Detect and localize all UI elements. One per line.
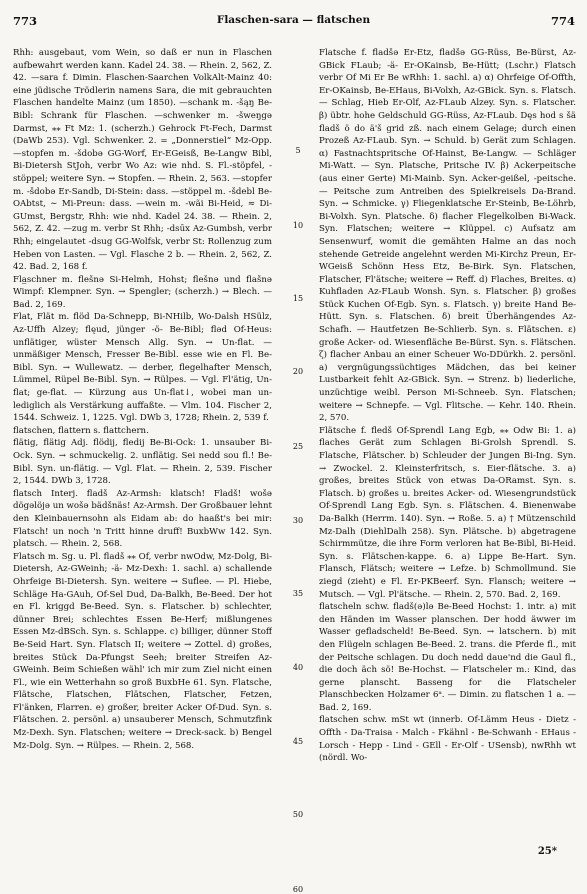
entry-paragraph: Fla̲̲schner m. flešnə Si-Helmh, Hohst; flešnə und flašnə Wimpf: Klempner. Syn. → Spengler; (scherzh.) → Blech. — Bad. 2, 169. — [13, 274, 272, 310]
entry-paragraph: flatscheln schw. fladš(ə)lə Be-Beed Hochst: 1. intr. a) mit den Händen im Wasser planschen. Der hodd äwwer im Wasser gefladscheld! Be-Beed. Syn. → latschern. b) mit den Flügeln schlagen Be-Beed. 2. trans. die Pferde fl., mit der Peitsche schlagen. Du doch nedd daue'nd die Gaul fl., die doch äch sö! Be-Hochst. — Flatscheler m.: Kind, das gerne planscht. Basseng for die Flatscheler Planschbecken Holzamer 6ᵃ. — Dimin. zu flatschen 1 a. — Bad. 2, 169. — [319, 602, 576, 713]
line-number: 35 — [292, 589, 304, 598]
entry-paragraph: flatschen schw. mSt wt (innerb. Of-Lämm Heus - Dietz - Offth - Da-Traisa - Malch - Fkähnl - Be-Schwanh - EHaus - Lorsch - Hepp - Lind - GEll - Er-Olf - USensb), nwRhh wt (nördl. Wo- — [319, 715, 576, 764]
line-number: 60 — [292, 885, 304, 894]
line-number: 25 — [292, 442, 304, 451]
line-number: 45 — [292, 737, 304, 746]
left-column — [13, 47, 272, 847]
entry-paragraph: flätig, flätig Adj. flödij, fledij Be-Bi-Ock: 1. unsauber Bi-Ock. Syn. → schmuckelig. 2. unflätig. Sei nedd sou fl.! Be-Bibl. Syn. un-flätig. — Vgl. Flat. — Rhein. 2, 539. Fischer 2, 1544. DWb 3, 1728. — [13, 438, 272, 487]
running-head: Flaschen-sara — flatschen — [216, 14, 371, 26]
entry-paragraph: Rhh: ausgebaut, vom Wein, so daß er nun in Flaschen aufbewahrt werden kann. Kadel 24. 38. — Rhein. 2, 562, Z. 42. —sara f. Dimin. Flaschen-Saarchen VolkAlt-Mainz 40: eine jüdische Trödlerin namens Sara, die mit gebrauchten Flaschen handelte Mainz (um 1850). —schank m. -šąŋ Be-Bibl: Schrank für Flaschen. —schwenker m. -šweŋgə Darmst, ⁎⁎ Ft Mz: 1. (scherzh.) Gehrock Ft-Fech, Darmst (DaWb 253). Vgl. Schwenker. 2. = „Donnerstiel“ Mz-Opp. —stopfen m. -šdobə GG-Worf, Er-EGeisß, Be-Langw Bibl, Bi-Dietersh StJoh, verbr Wo Az: wie nhd. S. Fl.-stöpfel, -stöppel; weitere Syn. → Stopfen. — Rhein. 2, 563. —stopfer m. -šdobə Er-Sandb, Di-Stein: dass. —stöppel m. -šdebl Be-OAbtst, ∼ Mi-Preun: dass. —wein m. -wãi Bi-Heid, ≈ Di-GUmst, Bergstr, Rhh: wie nhd. Kadel 24. 38. — Rhein. 2, 562, Z. 42. —zug m. verbr St Rhh; -dsūx Az-Gumbsh, verbr Rhh; eingelautet -dsug GG-Wolfsk, verbr St: Rollenzug zum Heben von Lasten. — Vgl. Flasche 2 b. — Rhein. 2, 562, Z. 42. Bad. 2, 168 f. — [13, 48, 272, 273]
line-number: 50 — [292, 810, 304, 819]
right-column — [319, 47, 576, 847]
page-header — [0, 10, 587, 34]
page-number-left: 773 — [13, 14, 38, 28]
line-number: 15 — [292, 294, 304, 303]
entry-paragraph: Flatsch m. Sg. u. Pl. fladš ⁎⁎ Of, verbr nwOdw, Mz-Dolg, Bi-Dietersh, Az-GWeinh; -ä- Mz-Dexh: 1. sachl. a) schallende Ohrfeige Bi-Dietersh. Syn. weitere → Suflee. — Pl. Hiebe, Schläge Ha-GAuh, Of-Sel Dud, Da-Balkh, Be-Beed. Der hot en Fl. kriggd Be-Beed. Syn. s. Flatscher. b) schlechter, dünner Brei; schlechtes Essen Be-Herf; mißlungenes Essen Mz-dBSch. Syn. s. Schlappe. c) billiger, dünner Stoff Be-Seid Hart. Syn. Flatsch II; weitere → Zottel. d) großes, breites Stück Da-Pfungst Seeh; breiter Streifen Az-GWeinh. Beim Schießen wähl' ich mir zum Ziel nicht einen Fl., wie ein Wetterhahn so groß BuxbHe 61. Syn. Flatsche, Flätsche, Flatschen, Flätschen, Flatscher, Fetzen, Fl'änken, Flarren. e) großer, breiter Acker Of-Dud. Syn. s. Flätschen. 2. persönl. a) unsauberer Mensch, Schmutzfink Mz-Dexh. Syn. Flatschen; weitere → Dreck-sack. b) Bengel Mz-Dolg. Syn. → Rülpes. — Rhein. 2, 568. — [13, 551, 272, 751]
line-number: 20 — [292, 367, 304, 376]
entry-paragraph: Flätsche f. fledš Of-Sprendl Lang Egb, ⁎⁎ Odw Bi: 1. a) flaches Gerät zum Schlagen Bi-Grolsh Sprendl. S. Flatsche, Flätscher. b) Schleuder der Jungen Bi-Ing. Syn. → Zwockel. 2. Kleinsterfritsch, s. Eier-flätsche. 3. a) großes, breites Stück von etwas Da-ORamst. Syn. s. Flatsch. b) großes u. breites Acker- od. Wiesengrundstück Of-Sprendl Lang Egb. Syn. s. Flätschen. 4. Bienenwabe Da-Balkh (Herrm. 140). Syn. → Roße. 5. a) † Mützenschild Mz-Dalh (DiehlDalh 258). Syn. Plätsche. b) abgetragene Schirmmütze, die ihre Form verloren hat Be-Bibl, Bi-Heid. Syn. s. Flätschen-kappe. 6. a) Lippe Be-Hart. Syn. Flansch, Flätsch; weitere → Lefze. b) Schmollmund. Sie ziegd (zieht) e Fl. Er-PKBeerf. Syn. Flansch; weitere → Mutsch. — Vgl. Pl'ätsche. — Rhein. 2, 570. Bad. 2, 169. — [319, 425, 576, 600]
entry-paragraph: Flatsche f. fladšə Er-Etz, fladšə GG-Rüss, Be-Bürst, Az-GBick FLaub; -ä- Er-OKainsb, Be-Hütt; (Lschr.) Flatsch verbr Of Mi Er Be wRhh: 1. sachl. a) α) Ohrfeige Of-Offth, Er-OKainsb, Be-EHaus, Bi-Volxh, Az-GBick. Syn. s. Flatsch. — Schlag, Hieb Er-Olf, Az-FLaub Alzey. Syn. s. Flatscher. β) übtr. hohe Geldschuld GG-Rüss, Az-FLaub. Dęs hod s šä fladš ö do ä'š grid zß. nach einem Gelage; durch einen Prozeß Az-FLaub. Syn. → Schuld. b) Gerät zum Schlagen. α) Fastnachtspritsche Of-Hainst, Be-Langw. — Schläger Mi-Watt. — Syn. Platsche, Pritsche IV. β) Ackerpeitsche (aus einer Gerte) Mi-Mainb. Syn. Acker-geißel, -peitsche. — Peitsche zum Antreiben des Spielkreisels Da-Brand. Syn. → Schmicke. γ) Fliegenklatsche Er-Steinb, Be-Löhrb, Bi-Volxh. Syn. Platsche. δ) flacher Flegelkolben Bi-Wack. Syn. Flatschen; weitere → Klüppel. c) Aufsatz am Sensenwurf, womit die gemähten Halme an das noch stehende Getreide angelehnt werden Mi-Kirchz Preun, Er-WGeisß Schönn Hess Etz, Be-Birk. Syn. Flatschen, Flatscher, Fl'ätsche; weitere → Reff. d) Flaches, Breites. α) Kuhfladen Az-FLaub Wonsh. Syn. s. Flatscher. β) großes Stück Kuchen Of-Egb. Syn. s. Flatsch. γ) breite Hand Be-Hütt. Syn. s. Flatschen. δ) breit Überhängendes Az-Schafh. — Hautfetzen Be-Schlierb. Syn. s. Flätschen. ε) große Acker- od. Wiesenfläche Be-Bürst. Syn. s. Flätschen. ζ) flacher Anbau an einer Scheuer Wo-DDürkh. 2. persönl. a) vergnügungssüchtiges Mädchen, das bei keiner Lustbarkeit fehlt Az-GBick. Syn. → Strenz. b) liederliche, unzüchtige weibl. Person Mi-Schneeb. Syn. Flatschen; weitere → Schnepfe. — Vgl. Flitsche. — Kehr. 140. Rhein. 2, 570. — [319, 48, 576, 424]
entry-paragraph: Flat, Flät m. flöd Da-Schnepp, Bi-NHilb, Wo-Dalsh HSülz, Az-Uffh Alzey; flęud, jünger -ö- Be-Bibl; fləd Of-Heus: unflätiger, wüster Mensch Allg. Syn. → Un-flat. — unmäßiger Mensch, Fresser Be-Bibl. esse wie en Fl. Be-Bibl. Syn. → Wullewatz. — derber, flegelhafter Mensch, Lümmel, Rüpel Be-Bibl. Syn. → Rülpes. — Vgl. Fl'ätig, Un-flat; ge-flat. — Kürzung aus Un-flat↓, wobei man un- lediglich als Verstärkung auffaßte. — Vlm. 104. Fischer 2, 1544. Schweiz. 1, 1225. Vgl. DWb 3, 1728; Rhein. 2, 539 f. — [13, 312, 272, 424]
signature-mark: 25* — [537, 846, 557, 857]
line-numbers — [288, 47, 312, 894]
line-number: 30 — [292, 516, 304, 525]
line-number: 40 — [292, 663, 304, 672]
entry-paragraph: flatsch Interj. fladš Az-Armsh: klatsch! Fladš! wošə dögəlöjə un wošə bädšnäs! Az-Armsh. Der Großbauer lehnt den Kleinbauernsohn als Eidam ab: do haaßt's bei mir: Flatsch! un noch 'n Tritt hinne druff! BuxbWw 142. Syn. platsch. — Rhein. 2, 568. — [13, 488, 272, 550]
entry-paragraph: flatschen, flattern s. flattchern. — [13, 425, 149, 436]
page-number-right: 774 — [550, 14, 575, 28]
line-number: 5 — [295, 146, 301, 155]
line-number: 10 — [292, 221, 304, 230]
